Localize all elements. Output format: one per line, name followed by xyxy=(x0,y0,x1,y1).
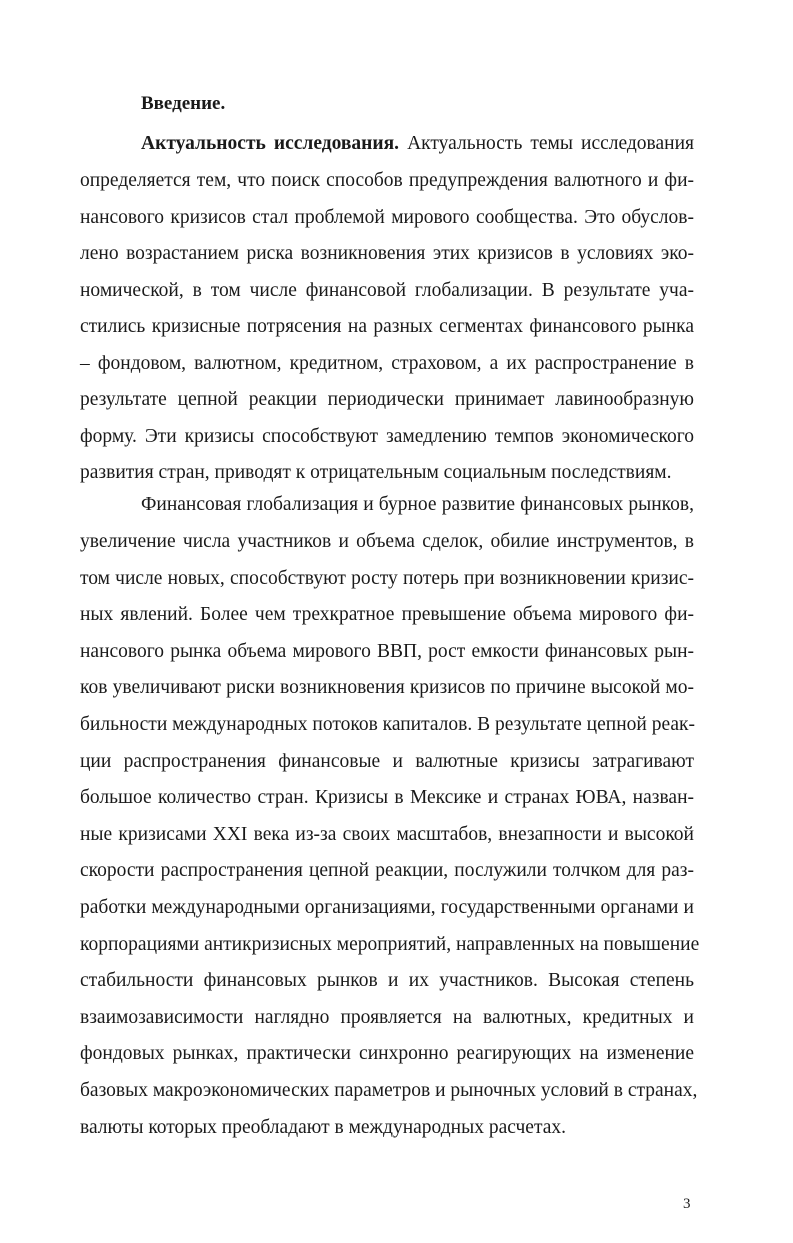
paragraph-line: форму. Эти кризисы способствуют замедлению темпов экономического xyxy=(80,425,694,447)
paragraph-line: стились кризисные потрясения на разных сегментах финансового рынка xyxy=(80,316,694,337)
paragraph-line: лено возрастанием риска возникновения этих кризисов в условиях эко- xyxy=(80,243,694,264)
paragraph-line: ные кризисами XXI века из-за своих масштабов, внезапности и высокой xyxy=(80,823,694,845)
paragraph-line: ков увеличивают риски возникновения кризисов по причине высокой мо- xyxy=(80,677,694,699)
paragraph-line: взаимозависимости наглядно проявляется на валютных, кредитных и xyxy=(80,1006,694,1028)
relevance-lead: Актуальность исследования. xyxy=(141,133,400,154)
paragraph-line: определяется тем, что поиск способов предупреждения валютного и фи- xyxy=(80,170,694,191)
paragraph-line: валюты которых преобладают в международных расчетах. xyxy=(80,1116,566,1138)
paragraph-line: нансового кризисов стал проблемой мирового сообщества. Это обуслов- xyxy=(80,206,694,228)
paragraph-line: скорости распространения цепной реакции, послужили толчком для раз- xyxy=(80,860,694,882)
paragraph-line: стабильности финансовых рынков и их участников. Высокая степень xyxy=(80,970,694,992)
paragraph-line: большое количество стран. Кризисы в Мексике и странах ЮВА, назван- xyxy=(80,787,694,809)
paragraph-line: нансового рынка объема мирового ВВП, рост емкости финансовых рын- xyxy=(80,640,694,662)
section-heading: Введение. xyxy=(141,93,226,114)
relevance-first-line-rest: Актуальность темы исследования xyxy=(399,133,695,154)
paragraph-line: увеличение числа участников и объема сделок, обилие инструментов, в xyxy=(80,531,694,552)
paragraph-line: номической, в том числе финансовой глобализации. В результате уча- xyxy=(80,279,694,301)
paragraph-line xyxy=(141,132,694,156)
paragraph-line: ных явлений. Более чем трехкратное превышение объема мирового фи- xyxy=(80,604,694,626)
paragraph-line: результате цепной реакции периодически принимает лавинообразную xyxy=(80,389,694,410)
paragraph-line: ции распространения финансовые и валютные кризисы затрагивают xyxy=(80,750,694,772)
paragraph-line: том числе новых, способствуют росту потерь при возникновении кризис- xyxy=(80,567,694,589)
paragraph-line: – фондовом, валютном, кредитном, страховом, а их распространение в xyxy=(80,352,694,374)
paragraph-line: бильности международных потоков капиталов. В результате цепной реак- xyxy=(80,714,695,735)
page-number: 3 xyxy=(683,1196,691,1212)
paragraph-line: работки международными организациями, государственными органами и xyxy=(80,897,694,918)
paragraph-line: развития стран, приводят к отрицательным социальным последствиям. xyxy=(80,462,672,483)
paragraph-line: фондовых рынках, практически синхронно реагирующих на изменение xyxy=(80,1043,694,1065)
paragraph-line: Финансовая глобализация и бурное развитие финансовых рынков, xyxy=(141,494,694,515)
paragraph-line: базовых макроэкономических параметров и рыночных условий в странах, xyxy=(80,1080,698,1101)
paragraph-line: корпорациями антикризисных мероприятий, направленных на повышение xyxy=(80,933,700,955)
